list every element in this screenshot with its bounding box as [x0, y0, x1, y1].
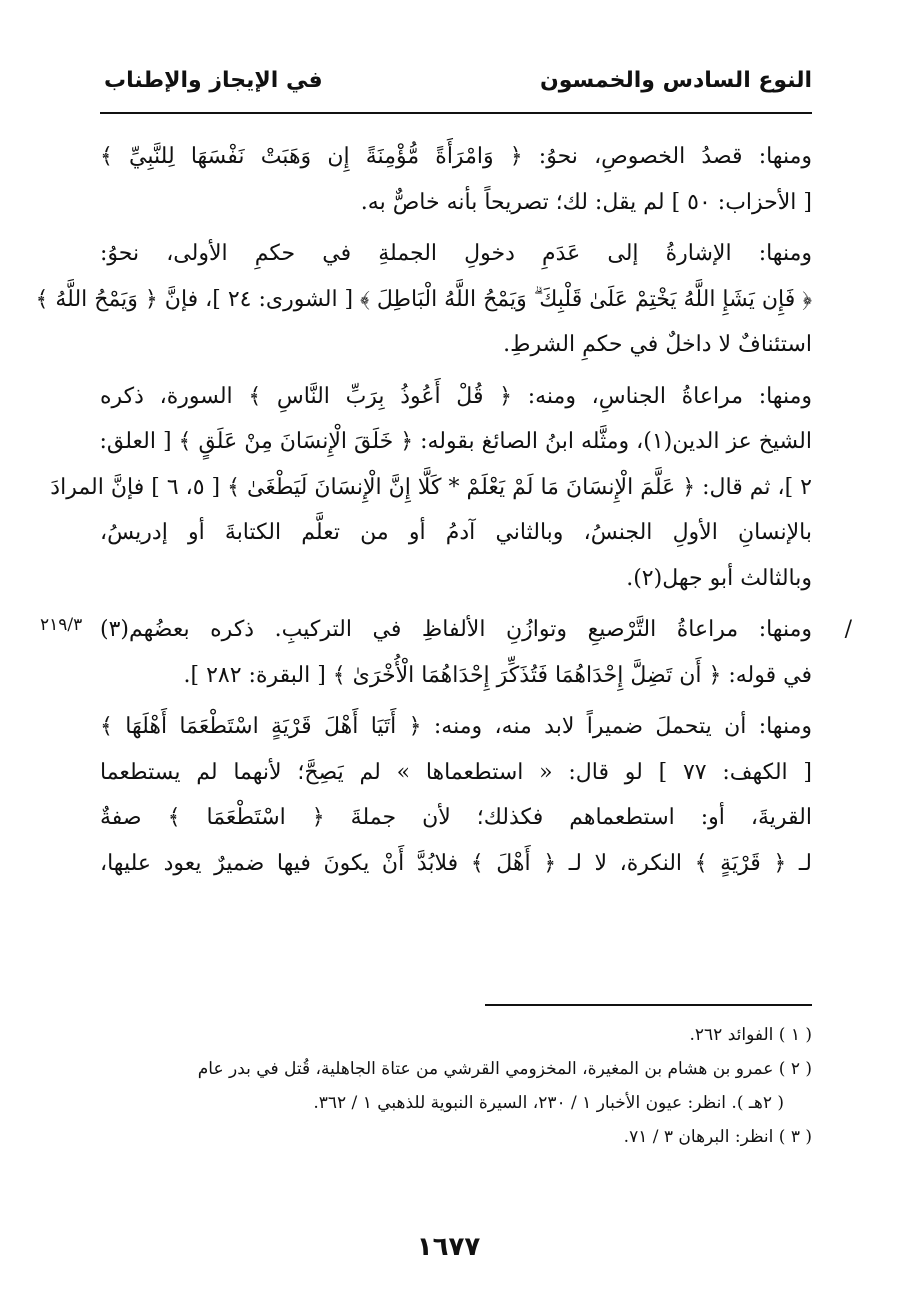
section-title: في الإيجاز والإطناب: [104, 68, 323, 93]
footnote: ( ٢ ) عمرو بن هشام بن المغيرة، المخزومي القرشي من عتاة الجاهلية، قُتل في بدر عام: [197, 1059, 812, 1079]
footnotes: [100, 1018, 812, 1154]
body-line: ومنها: أن يتحملَ ضميراً لابد منه، ومنه: ﴿ أَتَيَا أَهْلَ قَرْيَةٍ اسْتَطْعَمَا أَهْلَهَا ﴾: [100, 714, 812, 739]
body-line: بالإنسانِ الأولِ الجنسُ، وبالثاني آدمُ أو من تعلَّم الكتابةَ أو إدريسُ،: [100, 520, 812, 545]
margin-mark: /: [844, 617, 852, 642]
running-header: [104, 68, 812, 108]
footnote: ( ٣ ) انظر: البرهان ٣ / ٧١.: [623, 1127, 812, 1147]
footnote-continuation: ( ٢هـ ). انظر: عيون الأخبار ١ / ٢٣٠، السيرة النبوية للذهبي ١ / ٣٦٢.: [313, 1093, 784, 1113]
body-text: [35, 134, 852, 886]
body-line: لـ ﴿ قَرْيَةٍ ﴾ النكرة، لا لـ ﴿ أَهْلَ ﴾ فلابُدَّ أَنْ يكونَ فيها ضميرٌ يعود عليها،: [100, 850, 812, 876]
body-line: وبالثالث أبو جهل(٢).: [626, 565, 812, 591]
body-line-with-margin-note: [40, 607, 852, 653]
body-line: [ الكهف: ٧٧ ] لو قال: « استطعماها » لم يَصِحَّ؛ لأنهما لم يستطعما: [100, 759, 812, 785]
body-line-text: ومنها: مراعاةُ التَّرْصيعِ وتوازُنِ الألفاظِ في التركيبِ. ذكره بعضُهم(٣): [100, 617, 812, 642]
body-line: القريةَ، أو: استطعماهم فكذلك؛ لأن جملةَ ﴿ اسْتَطْعَمَا ﴾ صفةٌ: [100, 805, 812, 830]
body-line: ومنها: الإشارةُ إلى عَدَمِ دخولِ الجملةِ في حكمِ الأولى، نحوُ:: [100, 241, 812, 266]
header-rule: [100, 112, 812, 114]
chapter-title: النوع السادس والخمسون: [539, 68, 812, 93]
body-line: في قوله: ﴿ أَن تَضِلَّ إِحْدَاهُمَا فَتُذَكِّرَ إِحْدَاهُمَا الْأُخْرَىٰ ﴾ [ البقرة: ٢٨٢ ].: [183, 662, 812, 688]
body-line: ومنها: قصدُ الخصوصِ، نحوُ: ﴿ وَامْرَأَةً مُّؤْمِنَةً إِن وَهَبَتْ نَفْسَهَا لِلنَّبِيِّ ﴾: [100, 144, 812, 169]
margin-reference: ٢١٩/٣: [40, 615, 83, 635]
body-line: [ الأحزاب: ٥٠ ] لم يقل: لك؛ تصريحاً بأنه خاصٌّ به.: [360, 189, 812, 215]
page-number: ١٦٧٧: [416, 1232, 481, 1262]
body-line: استئنافٌ لا داخلٌ في حكمِ الشرطِ.: [503, 332, 812, 357]
footnote: ( ١ ) الفوائد ٢٦٢.: [689, 1025, 812, 1045]
body-line: ومنها: مراعاةُ الجناسِ، ومنه: ﴿ قُلْ أَعُوذُ بِرَبِّ النَّاسِ ﴾ السورة، ذكره: [100, 383, 812, 409]
footnote-rule: [485, 1004, 812, 1006]
body-line: ٢ ]، ثم قال: ﴿ عَلَّمَ الْإِنسَانَ مَا لَمْ يَعْلَمْ * كَلَّا إِنَّ الْإِنسَانَ لَيَطْغَىٰ ﴾ [ ٥، ٦ ] فإنَّ المرادَ: [50, 474, 812, 500]
body-line: ﴿ فَإِن يَشَإِ اللَّهُ يَخْتِمْ عَلَىٰ قَلْبِكَ ۗ وَيَمْحُ اللَّهُ الْبَاطِلَ ﴾ [ الشورى: ٢٤ ]، فإنَّ ﴿ وَيَمْحُ اللَّهُ ﴾: [35, 286, 812, 312]
body-line: الشيخ عز الدين(١)، ومثَّله ابنُ الصائغ بقوله: ﴿ خَلَقَ الْإِنسَانَ مِنْ عَلَقٍ ﴾ [ العلق:: [99, 429, 812, 454]
